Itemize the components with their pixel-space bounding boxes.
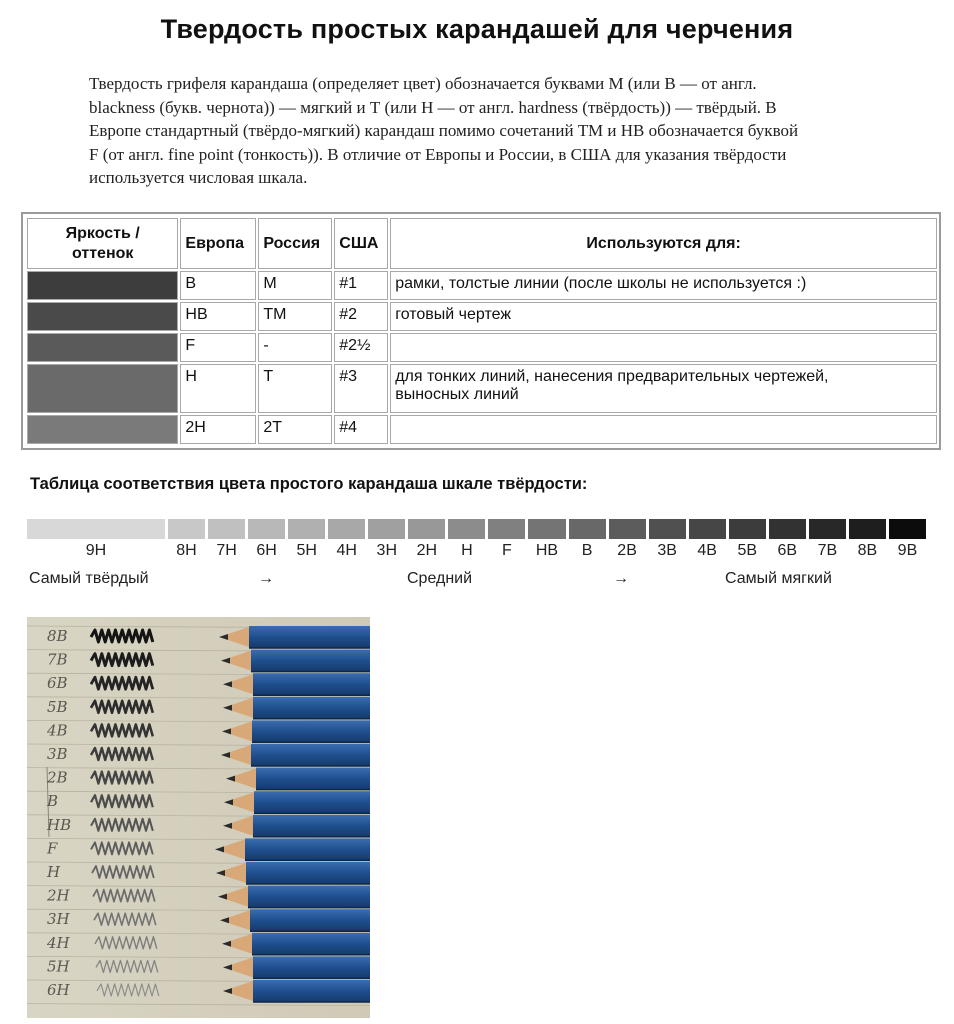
scale-segment-4b — [689, 519, 726, 539]
cell-usa: #4 — [334, 415, 388, 444]
scale-segment-7b — [809, 519, 846, 539]
photo-grade-label: 4B — [47, 721, 68, 740]
page-title: Твердость простых карандашей для черчения — [160, 14, 794, 44]
cell-usa: #2 — [334, 302, 388, 331]
scale-label: 5B — [737, 542, 758, 559]
shade-swatch — [27, 364, 178, 413]
photo-grade-label: 6B — [47, 674, 68, 693]
scale-label: 3H — [376, 542, 397, 559]
scale-segment-7h — [208, 519, 245, 539]
intro-paragraph — [89, 72, 949, 190]
scale-label: 7B — [817, 542, 838, 559]
scale-label: 2H — [416, 542, 438, 559]
cell-use-line: готовый чертеж — [395, 306, 512, 323]
cell-use — [390, 415, 937, 444]
scale-segment-6b — [769, 519, 806, 539]
scale-label: 8B — [857, 542, 878, 559]
photo-grade-label: 4H — [47, 933, 70, 952]
pencil-body — [251, 650, 370, 672]
pencil-body — [253, 980, 370, 1002]
intro-line: Европе стандартный (твёрдо-мягкий) карандаш помимо сочетаний ТМ и HB обозначается буквой — [89, 121, 799, 140]
scale-label: H — [461, 542, 473, 559]
cell-europe: B — [180, 271, 256, 300]
scale-segment-f — [488, 519, 525, 539]
cell-use-line: выносных линий — [395, 386, 519, 403]
scale-label: 8H — [176, 542, 197, 559]
scale-segment-hb — [528, 519, 565, 539]
pencil-body — [253, 697, 370, 719]
scale-segment-6h — [248, 519, 285, 539]
cell-russia: М — [258, 271, 332, 300]
pencil-body — [249, 626, 370, 648]
shade-swatch — [27, 271, 178, 300]
pencil-body — [256, 768, 370, 790]
photo-grade-label: 3B — [47, 745, 68, 763]
photo-grade-label: 2H — [47, 886, 70, 905]
scale-segment-8b — [849, 519, 886, 539]
cell-use — [390, 271, 937, 300]
cell-use — [390, 302, 937, 331]
scale-label: 4H — [336, 542, 357, 559]
intro-line: используется числовая шкала. — [89, 168, 308, 187]
scale-label: 2B — [617, 542, 637, 559]
scale-segment-2h — [408, 519, 445, 539]
hardness-table-grid — [25, 216, 939, 446]
photo-grade-label: 6H — [47, 981, 70, 999]
scale-segment-5b — [729, 519, 766, 539]
scale-label: F — [502, 542, 512, 559]
scale-label: 9H — [85, 542, 107, 559]
table-row — [27, 333, 937, 362]
scale-segment-3h — [368, 519, 405, 539]
photo-grade-label: 8B — [47, 627, 68, 645]
photo-grade-label: B — [47, 792, 59, 811]
scale-title: Таблица соответствия цвета простого карандаша шкале твёрдости: — [30, 475, 588, 493]
header-europe: Европа — [180, 218, 256, 269]
scale-arrow-icon: → — [613, 570, 629, 587]
hardness-scale-labels — [0, 542, 954, 564]
scale-softest-label: Самый мягкий — [725, 570, 832, 587]
photo-grade-label: 7B — [47, 650, 68, 669]
pencil-body — [248, 886, 370, 908]
scale-label: 4B — [697, 542, 717, 559]
shade-swatch — [27, 333, 178, 362]
photo-grade-label: 2B — [47, 768, 68, 787]
header-shade-line1: Яркость / — [65, 224, 140, 242]
header-use: Используются для: — [390, 218, 937, 269]
pencil-body — [246, 862, 370, 884]
header-shade-line2: оттенок — [72, 244, 134, 262]
scale-segment-b — [569, 519, 606, 539]
cell-use — [390, 364, 937, 413]
scale-middle-label: Средний — [407, 570, 473, 587]
scale-label: 6H — [256, 542, 277, 559]
cell-russia: ТМ — [258, 302, 332, 331]
intro-line: F (от англ. fine point (тонкость)). В отличие от Европы и России, в США для указания твёрдости — [89, 144, 787, 164]
pencil-body — [245, 838, 370, 860]
photo-grade-label: 5B — [47, 697, 68, 716]
scale-label: 7H — [216, 542, 237, 559]
intro-line: Твердость грифеля карандаша (определяет цвет) обозначается буквами М (или B — от англ. — [89, 74, 757, 93]
photo-grade-label: 3H — [47, 910, 70, 929]
intro-line: blackness (букв. чернота)) — мягкий и Т (или H — от англ. hardness (твёрдость)) — твёрдый. В — [89, 97, 777, 117]
scale-label: 3B — [657, 542, 677, 559]
scale-segment-2b — [609, 519, 646, 539]
header-usa: США — [334, 218, 388, 269]
photo-grade-label: HB — [47, 815, 72, 834]
pencils-photo — [27, 617, 370, 1018]
pencil-body — [253, 673, 370, 695]
pencil-body — [253, 956, 370, 978]
cell-europe: HB — [180, 302, 256, 331]
header-shade — [27, 218, 178, 269]
cell-russia: 2Т — [258, 415, 332, 444]
hardness-scale-bar — [27, 519, 929, 539]
scale-label: HB — [535, 542, 559, 559]
cell-europe: F — [180, 333, 256, 362]
cell-europe: 2H — [180, 415, 256, 444]
scale-segment-5h — [288, 519, 325, 539]
pencil-body — [250, 909, 370, 931]
pencils-photo-image — [27, 617, 370, 1018]
shade-swatch — [27, 302, 178, 331]
cell-russia: - — [258, 333, 332, 362]
cell-russia: Т — [258, 364, 332, 413]
table-row — [27, 364, 937, 413]
scale-segment-h — [448, 519, 485, 539]
cell-usa: #2½ — [334, 333, 388, 362]
scale-arrow-icon: → — [258, 570, 274, 587]
table-row — [27, 271, 937, 300]
pencil-body — [252, 720, 370, 742]
cell-use — [390, 333, 937, 362]
photo-grade-label: F — [47, 839, 58, 858]
scale-label: 9B — [897, 542, 918, 559]
scale-label: 6B — [777, 542, 798, 559]
pencil-body — [254, 791, 370, 813]
hardness-table — [21, 212, 941, 450]
cell-use-line: рамки, толстые линии (после школы не используется :) — [395, 275, 807, 292]
cell-usa: #3 — [334, 364, 388, 413]
scale-segment-3b — [649, 519, 686, 539]
scale-segment-9h — [27, 519, 165, 539]
scale-hardest-label: Самый твёрдый — [29, 570, 149, 587]
pencil-body — [251, 744, 370, 766]
photo-grade-label: 5H — [47, 957, 70, 976]
cell-usa: #1 — [334, 271, 388, 300]
cell-europe: H — [180, 364, 256, 413]
scale-segment-4h — [328, 519, 365, 539]
table-row — [27, 415, 937, 444]
shade-swatch — [27, 415, 178, 444]
pencil-body — [252, 933, 370, 955]
pencil-body — [253, 815, 370, 837]
scale-label: B — [581, 542, 593, 559]
scale-segment-9b — [889, 519, 926, 539]
header-russia: Россия — [258, 218, 332, 269]
scale-segment-8h — [168, 519, 205, 539]
scale-label: 5H — [296, 542, 317, 559]
cell-use-line: для тонких линий, нанесения предварительных чертежей, — [395, 368, 829, 385]
table-row — [27, 302, 937, 331]
photo-grade-label: H — [47, 863, 61, 881]
